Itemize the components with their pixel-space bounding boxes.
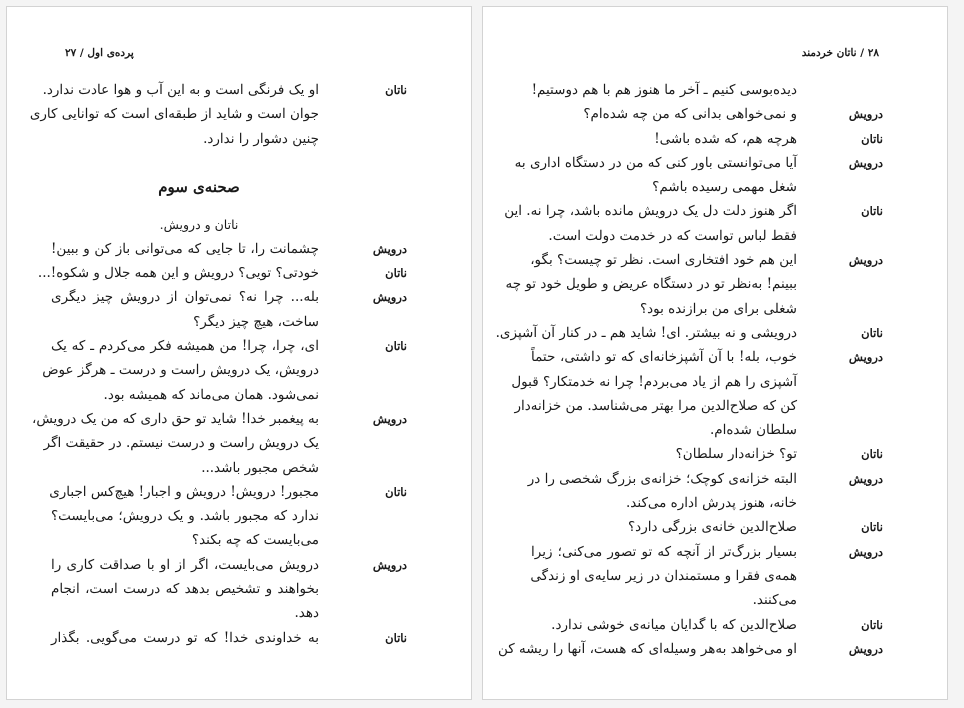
dialogue-line bbox=[531, 564, 883, 588]
speaker-name: درویش bbox=[848, 471, 883, 486]
speaker-name: ناتان bbox=[861, 447, 883, 462]
dialogue-line bbox=[531, 613, 883, 637]
dialogue-line bbox=[531, 515, 883, 539]
dialogue-line bbox=[531, 418, 883, 442]
dialogue-text: صلاح‌الدین که با گدایان میانه‌ی خوشی ندارد. bbox=[551, 616, 797, 633]
dialogue-line bbox=[51, 334, 407, 358]
dialogue-text: خانه، هنوز پدرش اداره می‌کند. bbox=[626, 495, 797, 512]
dialogue-text: ندارد که مجبور باشد. و یک درویش؛ می‌بایست؟ bbox=[51, 508, 319, 525]
speaker-name: ناتان bbox=[861, 131, 883, 146]
dialogue-text: به خداوندی خدا! که تو درست می‌گویی. بگذار bbox=[51, 629, 319, 646]
dialogue-text: درویش، یک درویش راست و درست ـ هرگز عوض bbox=[42, 362, 319, 379]
dialogue-line bbox=[514, 151, 883, 175]
dialogue-line bbox=[51, 626, 407, 650]
dialogue-text: کن که صلاح‌الدین مرا بهتر می‌شناسد. من خزانه‌دار bbox=[514, 397, 797, 414]
speaker-name: درویش bbox=[372, 557, 407, 572]
page-content bbox=[495, 78, 883, 661]
dialogue-text: آیا می‌توانستی باور کنی که من در دستگاه اداری به bbox=[514, 154, 797, 171]
dialogue-line bbox=[531, 345, 883, 369]
dialogue-line bbox=[51, 528, 407, 552]
dialogue-line bbox=[42, 358, 407, 382]
dialogue-line bbox=[531, 491, 883, 515]
speaker-name: ناتان bbox=[861, 617, 883, 632]
dialogue-line bbox=[498, 637, 883, 661]
dialogue-line bbox=[504, 199, 883, 223]
dialogue-text: می‌بایست که چه بکند؟ bbox=[191, 532, 319, 549]
dialogue-text: می‌کنند. bbox=[752, 592, 797, 609]
speaker-name: درویش bbox=[848, 350, 883, 365]
dialogue-text: او یک فرنگی است و به این آب و هوا عادت ندارد. bbox=[42, 82, 319, 98]
speaker-name: ناتان bbox=[385, 339, 407, 354]
dialogue-text: ببینم! به‌نظر تو در دستگاه عریض و طویل خود تو چه bbox=[505, 276, 797, 293]
dialogue-text: خودتی؟ تویی؟ درویش و این همه جلال و شکوه!... bbox=[37, 265, 319, 282]
dialogue-line bbox=[51, 553, 407, 577]
dialogue-text: یک درویش راست و درست نیستم. در حقیقت اگر bbox=[43, 435, 319, 452]
dialogue-text: بخواهند و تشخیص بدهد که درست است، انجام bbox=[51, 581, 319, 598]
dialogue-text: درویش می‌بایست، اگر از او با صداقت کاری را bbox=[51, 556, 319, 573]
dialogue-line bbox=[51, 480, 407, 504]
speaker-name: درویش bbox=[848, 155, 883, 170]
intro-block bbox=[29, 78, 407, 151]
speaker-name: ناتان bbox=[385, 83, 407, 97]
left-page bbox=[6, 6, 472, 700]
speaker-name: درویش bbox=[372, 411, 407, 426]
dialogue-text: دهد. bbox=[294, 605, 319, 622]
dialogue-line bbox=[51, 456, 407, 480]
dialogue-line bbox=[531, 442, 883, 466]
dialogue-line bbox=[531, 248, 883, 272]
dialogue-line bbox=[531, 540, 883, 564]
dialogue-line bbox=[511, 370, 883, 394]
dialogue-block bbox=[495, 78, 883, 661]
dialogue-line bbox=[531, 78, 883, 102]
dialogue-line bbox=[531, 224, 883, 248]
dialogue-text: چشمانت را، تا جایی که می‌توانی باز کن و ببین! bbox=[51, 240, 319, 257]
dialogue-text: همه‌ی فقرا و مستمندان در زیر سایه‌ی او زندگی bbox=[530, 567, 797, 584]
dialogue-line bbox=[29, 102, 407, 126]
dialogue-line bbox=[531, 297, 883, 321]
dialogue-line bbox=[51, 504, 407, 528]
dialogue-text: شخص مجبور باشد... bbox=[201, 459, 319, 476]
dialogue-line bbox=[531, 127, 883, 151]
dialogue-text: بله... چرا نه؟ نمی‌توان از درویش چیز دیگری bbox=[51, 289, 319, 306]
dialogue-line bbox=[527, 467, 883, 491]
dialogue-line bbox=[37, 261, 407, 285]
dialogue-line bbox=[51, 237, 407, 261]
dialogue-text: مجبور! درویش! درویش و اجبار! هیچ‌کس اجباری bbox=[49, 483, 319, 500]
dialogue-text: و نمی‌خواهی بدانی که من چه شده‌ام؟ bbox=[583, 106, 797, 123]
dialogue-line bbox=[51, 310, 407, 334]
speaker-name: ناتان bbox=[385, 630, 407, 645]
spacer bbox=[51, 201, 407, 213]
dialogue-text: درویشی و نه بیشتر. ای! شاید هم ـ در کنار آن آشپزی. bbox=[495, 324, 797, 341]
dialogue-line bbox=[514, 394, 883, 418]
dialogue-line bbox=[531, 588, 883, 612]
dialogue-text: او می‌خواهد به‌هر وسیله‌ای که هست، آنها را ریشه کن bbox=[498, 640, 797, 657]
dialogue-line bbox=[51, 601, 407, 625]
dialogue-text: دیده‌بوسی کنیم ـ آخر ما هنوز هم با هم دوستیم! bbox=[531, 82, 797, 98]
speaker-name: درویش bbox=[372, 241, 407, 256]
right-page bbox=[482, 6, 948, 700]
dialogue-text: نمی‌شود. همان می‌ماند که همیشه بود. bbox=[103, 386, 319, 403]
dialogue-line bbox=[531, 102, 883, 126]
dialogue-text: شغل مهمی رسیده باشم؟ bbox=[652, 179, 797, 196]
dialogue-text: اگر هنوز دلت دل یک درویش مانده باشد، چرا نه. این bbox=[504, 203, 797, 220]
spacer bbox=[51, 151, 407, 173]
page-header: پرده‌ی اول / ۲۷ bbox=[65, 47, 134, 59]
speaker-name: درویش bbox=[848, 544, 883, 559]
dialogue-text: ساخت، هیچ چیز دیگر؟ bbox=[193, 313, 319, 330]
dialogue-line bbox=[51, 285, 407, 309]
dialogue-line bbox=[505, 272, 883, 296]
dialogue-line bbox=[42, 78, 407, 102]
speaker-name: درویش bbox=[372, 290, 407, 305]
page-content bbox=[29, 78, 407, 650]
dialogue-line bbox=[51, 577, 407, 601]
speaker-name: ناتان bbox=[385, 266, 407, 281]
speaker-name: درویش bbox=[848, 641, 883, 656]
dialogue-text: چنین دشوار را ندارد. bbox=[203, 130, 319, 147]
dialogue-text: جوان است و شاید از طبقه‌ای است که توانایی کاری bbox=[29, 106, 319, 123]
dialogue-text: فقط لباس تواست که در خدمت دولت است. bbox=[548, 227, 797, 244]
dialogue-text: آشپزی را هم از یاد می‌بردم! چرا نه خدمتکار؟ قبول bbox=[511, 373, 797, 390]
dialogue-line bbox=[495, 321, 883, 345]
dialogue-text: شغلی برای من برازنده بود؟ bbox=[639, 300, 797, 317]
dialogue-text: سلطان شده‌ام. bbox=[709, 422, 797, 439]
dialogue-line bbox=[51, 383, 407, 407]
page-header: ۲۸ / ناتان خردمند bbox=[801, 47, 879, 59]
dialogue-line bbox=[31, 407, 407, 431]
dialogue-text: هرچه هم، که شده باشی! bbox=[654, 130, 797, 147]
dialogue-line bbox=[531, 175, 883, 199]
scene-cast: ناتان و درویش. bbox=[159, 216, 239, 232]
scene-title: صحنه‌ی سوم bbox=[158, 177, 240, 196]
dialogue-block bbox=[31, 237, 407, 650]
dialogue-text: خوب، بله! با آن آشپزخانه‌ای که تو داشتی، حتماً bbox=[531, 349, 797, 366]
speaker-name: درویش bbox=[848, 253, 883, 268]
dialogue-text: صلاح‌الدین خانه‌ی بزرگی دارد؟ bbox=[628, 519, 797, 536]
dialogue-line bbox=[51, 127, 407, 151]
dialogue-text: به پیغمبر خدا! شاید تو حق داری که من یک درویش، bbox=[31, 410, 319, 427]
dialogue-text: البته خزانه‌ی کوچک؛ خزانه‌ی بزرگ شخصی را در bbox=[527, 470, 797, 487]
speaker-name: ناتان bbox=[861, 204, 883, 219]
speaker-name: ناتان bbox=[861, 325, 883, 340]
dialogue-text: تو؟ خزانه‌دار سلطان؟ bbox=[675, 446, 797, 463]
dialogue-text: بسیار بزرگ‌تر از آنچه که تو تصور می‌کنی؛ زیرا bbox=[531, 543, 797, 560]
dialogue-line bbox=[43, 431, 407, 455]
speaker-name: درویش bbox=[848, 107, 883, 122]
speaker-name: ناتان bbox=[385, 484, 407, 499]
dialogue-text: این هم خود افتخاری است. نظر تو چیست؟ بگو، bbox=[530, 252, 797, 269]
dialogue-text: ای، چرا، چرا! من همیشه فکر می‌کردم ـ که یک bbox=[51, 338, 319, 355]
speaker-name: ناتان bbox=[861, 520, 883, 535]
